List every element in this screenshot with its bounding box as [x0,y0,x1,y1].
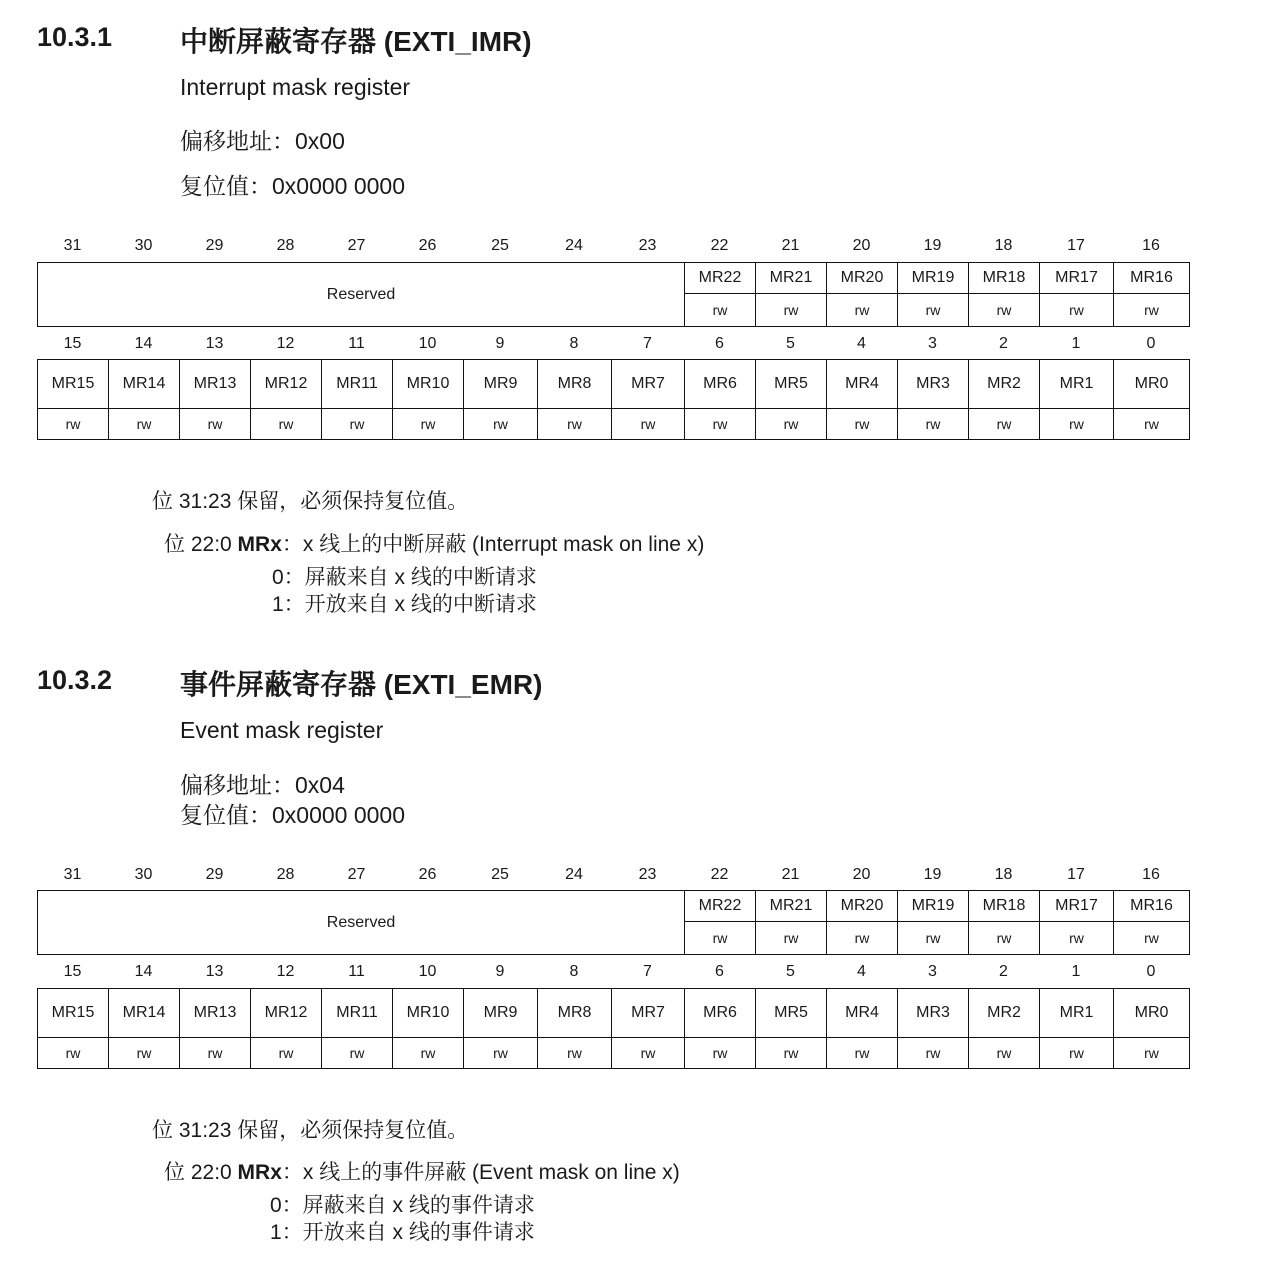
reserved-field: Reserved [38,263,685,327]
access-rw: rw [1114,922,1190,955]
access-rw: rw [464,409,538,440]
field-mr9: MR9 [464,989,538,1038]
access-rw: rw [1114,409,1190,440]
bit-number: 27 [347,237,366,254]
bit-number: 24 [565,237,583,254]
access-rw: rw [251,1038,322,1069]
field-mr0: MR0 [1114,989,1190,1038]
access-rw: rw [827,409,898,440]
desc-value-0: 0：屏蔽来自 x 线的中断请求 [272,566,537,589]
field-mr19: MR19 [898,891,969,922]
access-rw: rw [898,409,969,440]
bit-number: 4 [857,963,866,980]
bit-number: 23 [638,866,657,883]
register-table-high [37,890,1190,955]
access-rw: rw [898,1038,969,1069]
access-rw: rw [612,409,685,440]
bit-number: 4 [857,335,866,352]
access-rw: rw [180,1038,251,1069]
field-mr5: MR5 [756,989,827,1038]
section-number: 10.3.1 [37,22,113,52]
access-rw: rw [1040,409,1114,440]
bit-number: 18 [994,866,1013,883]
bit-number: 26 [418,237,437,254]
bit-number: 10 [418,963,437,980]
access-rw: rw [756,922,827,955]
access-rw: rw [322,1038,393,1069]
bit-number: 22 [710,866,729,883]
bit-number: 1 [1071,335,1081,352]
bit-number: 21 [781,237,800,254]
field-mr22: MR22 [685,263,756,294]
bit-number: 23 [638,237,657,254]
bit-number: 5 [786,963,795,980]
bit-number: 14 [134,963,153,980]
field-mr21: MR21 [756,263,827,294]
field-mr16: MR16 [1114,891,1190,922]
bit-number: 31 [63,237,82,254]
desc-reserved: 位 31:23 保留，必须保持复位值。 [152,1119,469,1142]
field-mr14: MR14 [109,360,180,409]
field-mr17: MR17 [1040,891,1114,922]
bit-number: 11 [348,335,365,352]
field-mr20: MR20 [827,891,898,922]
bit-number: 16 [1142,866,1160,883]
bit-number: 3 [928,963,937,980]
access-rw: rw [612,1038,685,1069]
bit-number: 6 [715,335,724,352]
desc-value-0: 0：屏蔽来自 x 线的事件请求 [270,1194,535,1217]
bit-number: 20 [852,866,871,883]
access-rw: rw [109,409,180,440]
access-rw: rw [756,409,827,440]
bit-number: 10 [418,335,437,352]
bit-number: 7 [643,963,652,980]
bit-number: 12 [276,963,295,980]
access-rw: rw [393,1038,464,1069]
bit-number: 7 [643,335,652,352]
bit-number: 15 [63,963,82,980]
bit-number: 30 [134,866,153,883]
access-rw: rw [1040,922,1114,955]
desc-value-1: 1：开放来自 x 线的事件请求 [270,1221,535,1244]
bit-number: 8 [569,963,579,980]
bit-number: 8 [569,335,579,352]
access-rw: rw [685,294,756,327]
field-mr7: MR7 [612,989,685,1038]
field-mr6: MR6 [685,989,756,1038]
access-rw: rw [898,922,969,955]
access-rw: rw [38,409,109,440]
access-rw: rw [969,294,1040,327]
access-rw: rw [685,1038,756,1069]
register-subtitle: Event mask register [180,717,384,743]
bit-number: 15 [63,335,82,352]
access-rw: rw [969,922,1040,955]
offset-address: 偏移地址：0x04 [180,772,345,798]
field-mr1: MR1 [1040,360,1114,409]
section-title: 事件屏蔽寄存器 (EXTI_EMR) [180,669,543,700]
section-number: 10.3.2 [37,665,113,695]
access-rw: rw [1114,1038,1190,1069]
field-mr3: MR3 [898,989,969,1038]
field-mr11: MR11 [322,360,393,409]
desc-reserved: 位 31:23 保留，必须保持复位值。 [152,490,469,513]
desc-bits-prefix: 位 22:0 [164,1161,238,1184]
bit-number: 19 [923,866,942,883]
access-rw: rw [685,922,756,955]
field-mr15: MR15 [38,989,109,1038]
access-rw: rw [538,1038,612,1069]
access-rw: rw [969,409,1040,440]
access-rw: rw [180,409,251,440]
bit-number: 29 [205,866,224,883]
bit-number: 0 [1146,335,1156,352]
desc-bits [164,1156,680,1186]
access-rw: rw [898,294,969,327]
desc-value-1: 1：开放来自 x 线的中断请求 [272,593,537,616]
bit-number: 21 [781,866,800,883]
access-rw: rw [393,409,464,440]
bit-number: 12 [276,335,295,352]
access-rw: rw [38,1038,109,1069]
bit-number: 22 [710,237,729,254]
bit-number: 27 [347,866,366,883]
access-rw: rw [464,1038,538,1069]
bit-number: 25 [491,237,509,254]
field-mr15: MR15 [38,360,109,409]
bit-number: 20 [852,237,871,254]
field-mr11: MR11 [322,989,393,1038]
bit-number: 28 [276,866,295,883]
access-rw: rw [322,409,393,440]
desc-bits-prefix: 位 22:0 [164,533,238,556]
field-mr21: MR21 [756,891,827,922]
field-mr8: MR8 [538,989,612,1038]
bit-number: 0 [1146,963,1156,980]
register-table-low [37,359,1190,440]
field-mr13: MR13 [180,360,251,409]
reset-value: 复位值：0x0000 0000 [180,173,406,199]
field-mr13: MR13 [180,989,251,1038]
bit-number: 9 [495,335,505,352]
field-mr10: MR10 [393,360,464,409]
bit-number: 17 [1067,237,1085,254]
offset-address: 偏移地址：0x00 [180,128,345,154]
bit-number: 13 [205,963,224,980]
bit-number: 13 [205,335,224,352]
access-rw: rw [251,409,322,440]
desc-bits-name: MRx [237,533,282,556]
field-mr1: MR1 [1040,989,1114,1038]
desc-bits-text: ：x 线上的事件屏蔽 (Event mask on line x) [281,1161,680,1184]
bit-number: 29 [205,237,224,254]
register-subtitle: Interrupt mask register [180,74,411,100]
field-mr6: MR6 [685,360,756,409]
bit-number: 14 [134,335,153,352]
access-rw: rw [756,1038,827,1069]
access-rw: rw [1114,294,1190,327]
bit-number: 19 [923,237,942,254]
field-mr12: MR12 [251,989,322,1038]
field-mr14: MR14 [109,989,180,1038]
field-mr2: MR2 [969,989,1040,1038]
access-rw: rw [969,1038,1040,1069]
desc-bits [164,528,704,558]
access-rw: rw [756,294,827,327]
register-table-high [37,262,1190,327]
field-mr20: MR20 [827,263,898,294]
bit-number: 6 [715,963,724,980]
field-mr0: MR0 [1114,360,1190,409]
bit-number: 31 [63,866,82,883]
bit-number: 3 [928,335,937,352]
bit-number: 2 [999,963,1008,980]
field-mr19: MR19 [898,263,969,294]
bit-number: 28 [276,237,295,254]
reset-value: 复位值：0x0000 0000 [180,802,406,828]
access-rw: rw [538,409,612,440]
bit-number: 25 [491,866,509,883]
bit-number: 11 [348,963,365,980]
reserved-field: Reserved [38,891,685,955]
field-mr4: MR4 [827,989,898,1038]
bit-number: 17 [1067,866,1085,883]
desc-bits-text: ：x 线上的中断屏蔽 (Interrupt mask on line x) [281,533,705,556]
bit-number: 1 [1071,963,1081,980]
field-mr7: MR7 [612,360,685,409]
desc-bits-name: MRx [237,1161,282,1184]
section-title: 中断屏蔽寄存器 (EXTI_IMR) [180,26,532,57]
field-mr22: MR22 [685,891,756,922]
field-mr10: MR10 [393,989,464,1038]
access-rw: rw [827,922,898,955]
bit-number: 18 [994,237,1013,254]
access-rw: rw [1040,294,1114,327]
field-mr12: MR12 [251,360,322,409]
access-rw: rw [1040,1038,1114,1069]
field-mr9: MR9 [464,360,538,409]
bit-number: 5 [786,335,795,352]
bit-number: 16 [1142,237,1160,254]
field-mr4: MR4 [827,360,898,409]
bit-number: 30 [134,237,153,254]
field-mr3: MR3 [898,360,969,409]
bit-number: 2 [999,335,1008,352]
access-rw: rw [827,1038,898,1069]
access-rw: rw [685,409,756,440]
bit-number: 24 [565,866,583,883]
field-mr8: MR8 [538,360,612,409]
field-mr16: MR16 [1114,263,1190,294]
access-rw: rw [827,294,898,327]
register-table-low [37,988,1190,1069]
field-mr17: MR17 [1040,263,1114,294]
bit-number: 26 [418,866,437,883]
bit-number: 9 [495,963,505,980]
field-mr18: MR18 [969,263,1040,294]
field-mr2: MR2 [969,360,1040,409]
field-mr18: MR18 [969,891,1040,922]
field-mr5: MR5 [756,360,827,409]
access-rw: rw [109,1038,180,1069]
